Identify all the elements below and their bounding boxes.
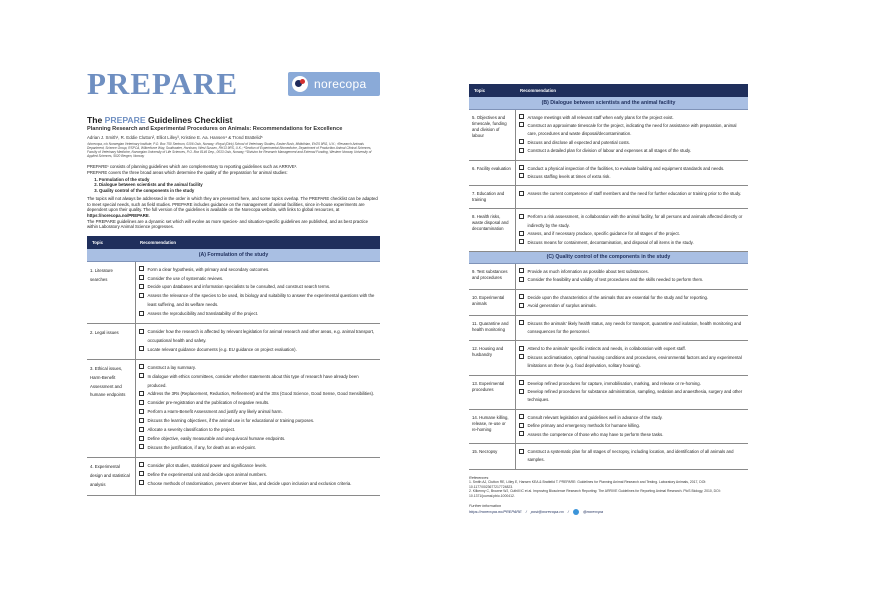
checklist-item-text: Perform a Harm-Benefit Assessment and justify any likely animal harm. bbox=[147, 409, 283, 415]
topic-cell: 6. Facility evaluation bbox=[469, 160, 515, 186]
checkbox[interactable] bbox=[139, 329, 144, 334]
checklist-item-text: Conduct a physical inspection of the facilities, to evaluate building and equipment standards and needs. bbox=[527, 165, 725, 171]
checkbox[interactable] bbox=[139, 391, 144, 396]
checklist-item bbox=[519, 190, 746, 198]
prepare-link[interactable]: https://norecopa.no/PREPARE bbox=[87, 213, 149, 218]
checklist-item bbox=[139, 399, 378, 408]
twitter-icon bbox=[573, 509, 579, 515]
table-row bbox=[87, 359, 380, 457]
recommendation-cell bbox=[515, 209, 748, 252]
checkbox[interactable] bbox=[139, 364, 144, 369]
col-topic: Topic bbox=[87, 236, 135, 249]
website-link[interactable]: https://norecopa.no/PREPARE bbox=[469, 509, 522, 515]
recommendation-cell bbox=[515, 375, 748, 409]
checklist-item-text: Attend to the animals' specific instincts and needs, in collaboration with expert staff. bbox=[527, 346, 686, 352]
checkbox[interactable] bbox=[519, 148, 524, 153]
checkbox[interactable] bbox=[519, 346, 524, 351]
topic-cell: 10. Experimental animals bbox=[469, 289, 515, 315]
topic-cell: 11. Quarantine and health monitoring bbox=[469, 315, 515, 341]
checklist-item bbox=[519, 165, 746, 173]
checklist-item bbox=[519, 431, 746, 439]
checkbox[interactable] bbox=[139, 471, 144, 476]
checklist-item-text: Develop refined procedures for substance administration, sampling, sedation and anaesthesia, surgery and other techniques. bbox=[527, 389, 743, 403]
checkbox[interactable] bbox=[519, 380, 524, 385]
checklist-item bbox=[139, 292, 378, 310]
recommendation-cell bbox=[515, 289, 748, 315]
checkbox[interactable] bbox=[139, 346, 144, 351]
checklist-table-a bbox=[87, 236, 380, 495]
checkbox[interactable] bbox=[519, 191, 524, 196]
checklist-item-text: Decide upon databases and information specialists to be consulted, and construct search terms. bbox=[147, 284, 331, 290]
topic-cell: 13. Experimental procedures bbox=[469, 375, 515, 409]
checklist-item-text: Avoid generation of surplus animals. bbox=[527, 303, 597, 309]
checklist-item bbox=[139, 462, 378, 471]
checklist-item bbox=[519, 388, 746, 405]
document-title: The PREPARE Guidelines Checklist bbox=[87, 115, 233, 125]
checkbox[interactable] bbox=[519, 214, 524, 219]
table-row bbox=[469, 186, 748, 209]
checklist-item-text: Allocate a severity classification to the project. bbox=[147, 427, 236, 433]
checkbox[interactable] bbox=[139, 275, 144, 280]
checklist-item bbox=[139, 417, 378, 426]
twitter-link[interactable]: @norecopa bbox=[582, 509, 604, 515]
checklist-item-text: Consider how the research is affected by relevant legislation for animal research and other areas, e.g. animal transport, occupational health and safety. bbox=[147, 329, 375, 343]
checklist-item bbox=[139, 266, 378, 275]
section-b-heading: (B) Dialogue between scientists and the animal facility bbox=[469, 97, 748, 109]
checklist-item bbox=[139, 283, 378, 292]
checklist-item bbox=[519, 448, 746, 465]
checklist-item bbox=[139, 275, 378, 284]
checkbox[interactable] bbox=[519, 320, 524, 325]
col-recommendation: Recommendation bbox=[515, 84, 748, 97]
checklist-item bbox=[139, 364, 378, 373]
recommendation-cell bbox=[135, 457, 380, 495]
checklist-item-text: Assess the current competence of staff members and the need for further education or training prior to the study. bbox=[527, 191, 742, 197]
checkbox[interactable] bbox=[519, 354, 524, 359]
checkbox[interactable] bbox=[519, 268, 524, 273]
checklist-item bbox=[139, 444, 378, 453]
checklist-item bbox=[139, 328, 378, 346]
checkbox[interactable] bbox=[519, 449, 524, 454]
checklist-item bbox=[519, 122, 746, 139]
logo-text: norecopa bbox=[314, 77, 367, 91]
checklist-item bbox=[139, 435, 378, 444]
checklist-item-text: Assess, and if necessary produce, specific guidance for all stages of the project. bbox=[527, 231, 680, 237]
checklist-item-text: Discuss acclimatisation, optimal housing conditions and procedures, environmental factors and any experimental limitations on these (e.g. food deprivation, solitary housing). bbox=[527, 354, 742, 369]
further-information: Further information https://norecopa.no/PREPARE / post@norecopa.no / @norecopa bbox=[469, 503, 604, 515]
checklist-item-text: Address the 3Rs (Replacement, Reduction, Refinement) and the 3Ss (Good Science, Good Sense, Good Sensibilities). bbox=[147, 391, 375, 397]
checkbox[interactable] bbox=[519, 239, 524, 244]
table-row bbox=[87, 324, 380, 360]
table-row bbox=[469, 409, 748, 443]
checklist-item-text: Discuss the animals' likely health status, any needs for transport, quarantine and isolation, health monitoring and consequences for the personnel. bbox=[527, 320, 742, 334]
checklist-item-text: Consider pilot studies, statistical power and significance levels. bbox=[147, 462, 267, 468]
checkbox[interactable] bbox=[139, 436, 144, 441]
checkbox[interactable] bbox=[519, 114, 524, 119]
checklist-item bbox=[519, 276, 746, 284]
checklist-item-text: Discuss and disclose all expected and potential costs. bbox=[527, 139, 630, 145]
topic-cell: 9. Test substances and procedures bbox=[469, 263, 515, 289]
checkbox[interactable] bbox=[139, 266, 144, 271]
document-subtitle: Planning Research and Experimental Procedures on Animals: Recommendations for Excellence bbox=[87, 126, 343, 132]
table-row bbox=[469, 375, 748, 409]
topic-cell: 12. Housing and husbandry bbox=[469, 341, 515, 375]
checkbox[interactable] bbox=[519, 139, 524, 144]
affiliations: ¹Norecopa, c/o Norwegian Veterinary Institute, P.O. Box 750 Sentrum, 0106 Oslo, Norway; ²Royal (Dick) School of Veterinary Studies, Easter Bush, Midlothian, EH25 9RG, U.K.; ³Research Animals Department, Science Group, RSPCA, Wilberforce Way, Southwater, Horsham, West Sussex, RH13 9RS, U.K.; ⁴Section of Experimental Biomedicine, Department of Production Animal Clinical Sciences, Faculty of Veterinary Medicine, Norwegian University of Life Sciences, P.O. Box 8146 Dep., 0033 Oslo, Norway; ⁵Division for Research Management and External Funding, Western Norway University of Applied Sciences, 5020 Bergen, Norway bbox=[87, 142, 372, 159]
recommendation-cell bbox=[135, 261, 380, 323]
checklist-item-text: Discuss the justification, if any, for death as an end-point. bbox=[147, 444, 256, 450]
checklist-item-text: Provide as much information as possible about test substances. bbox=[527, 268, 649, 274]
checkbox[interactable] bbox=[139, 400, 144, 405]
checklist-item-text: Perform a risk assessment, in collaboration with the animal facility, for all persons and animals affected directly or indirectly by the study. bbox=[527, 214, 743, 228]
checkbox[interactable] bbox=[519, 389, 524, 394]
checklist-item bbox=[519, 173, 746, 181]
checklist-table-bc bbox=[469, 84, 748, 470]
checklist-item-text: Assess the relevance of the species to be used, its biology and suitability to answer the experimental questions with the least suffering, and its welfare needs. bbox=[147, 293, 375, 308]
section-a-heading: (A) Formulation of the study bbox=[87, 249, 380, 261]
topic-cell: 4. Experimental design and statistical analysis bbox=[87, 457, 135, 495]
checkbox[interactable] bbox=[519, 231, 524, 236]
checklist-item bbox=[519, 422, 746, 430]
checklist-item-text: Form a clear hypothesis, with primary and secondary outcomes. bbox=[147, 266, 270, 272]
col-recommendation: Recommendation bbox=[135, 236, 380, 249]
checklist-item bbox=[139, 346, 378, 355]
checkbox[interactable] bbox=[519, 173, 524, 178]
checklist-item-text: Discuss staffing levels at times of extra risk. bbox=[527, 173, 611, 179]
checklist-item bbox=[519, 294, 746, 302]
checklist-item bbox=[519, 213, 746, 230]
checklist-item-text: Decide upon the characteristics of the animals that are essential for the study and for reporting. bbox=[527, 294, 709, 300]
checkbox[interactable] bbox=[139, 284, 144, 289]
checklist-item bbox=[519, 147, 746, 155]
checkbox[interactable] bbox=[139, 373, 144, 378]
table-row bbox=[469, 209, 748, 252]
recommendation-cell bbox=[515, 444, 748, 470]
recommendation-cell bbox=[515, 109, 748, 160]
table-row bbox=[469, 315, 748, 341]
checklist-item bbox=[519, 139, 746, 147]
checklist-item-text: Define primary and emergency methods for humane killing. bbox=[527, 423, 640, 429]
checklist-item bbox=[519, 239, 746, 247]
topic-cell: 2. Legal issues bbox=[87, 324, 135, 360]
table-row bbox=[469, 341, 748, 375]
checklist-item bbox=[519, 380, 746, 388]
topic-cell: 5. Objectives and timescale, funding and division of labour bbox=[469, 109, 515, 160]
recommendation-cell bbox=[515, 263, 748, 289]
checkbox[interactable] bbox=[139, 409, 144, 414]
checklist-item-text: Construct a systematic plan for all stages of necropsy, including location, and identification of all animals and samples. bbox=[527, 449, 734, 463]
checklist-item bbox=[139, 310, 378, 319]
checklist-item-text: Assess the competence of those who may have to perform these tasks. bbox=[527, 431, 664, 437]
recommendation-cell bbox=[515, 409, 748, 443]
checklist-item bbox=[519, 302, 746, 310]
page-1 bbox=[87, 65, 380, 496]
areas-list: 1. Formulation of the study 2. Dialogue between scientists and the animal facility 3. Quality control of the components in the study bbox=[87, 177, 380, 194]
topic-cell: 15. Necropsy bbox=[469, 444, 515, 470]
brand-title: PREPARE bbox=[87, 66, 239, 101]
checklist-item bbox=[139, 390, 378, 399]
checkbox[interactable] bbox=[139, 480, 144, 485]
recommendation-cell bbox=[515, 341, 748, 375]
checkbox[interactable] bbox=[139, 293, 144, 298]
topic-cell: 14. Humane killing, release, re-use or re-homing bbox=[469, 409, 515, 443]
checkbox[interactable] bbox=[139, 462, 144, 467]
checkbox[interactable] bbox=[519, 294, 524, 299]
checklist-item-text: Consult relevant legislation and guidelines well in advance of the study. bbox=[527, 414, 663, 420]
checkbox[interactable] bbox=[139, 418, 144, 423]
checklist-item-text: Consider the feasibility and validity of test procedures and the skills needed to perform them. bbox=[527, 277, 704, 283]
checklist-item-text: Construct an approximate timescale for the project, indicating the need for assistance with preparation, animal care, procedures and waste disposal/decontamination. bbox=[527, 122, 737, 137]
checklist-item bbox=[139, 471, 378, 480]
checklist-item-text: In dialogue with ethics committees, consider whether statements about this type of research have already been produced. bbox=[147, 373, 359, 388]
checklist-item bbox=[139, 480, 378, 489]
table-row bbox=[469, 160, 748, 186]
topic-cell: 7. Education and training bbox=[469, 186, 515, 209]
topic-cell: 3. Ethical issues, Harm-Benefit Assessment and humane endpoints bbox=[87, 359, 135, 457]
checkbox[interactable] bbox=[519, 423, 524, 428]
checklist-item bbox=[519, 268, 746, 276]
checklist-item bbox=[519, 345, 746, 353]
checklist-item bbox=[139, 408, 378, 417]
recommendation-cell bbox=[135, 324, 380, 360]
checkbox[interactable] bbox=[139, 427, 144, 432]
col-topic: Topic bbox=[469, 84, 515, 97]
checklist-item bbox=[139, 373, 378, 391]
checklist-item-text: Consider the use of systematic reviews. bbox=[147, 275, 224, 281]
header bbox=[87, 65, 380, 103]
checklist-item bbox=[519, 414, 746, 422]
table-row bbox=[469, 263, 748, 289]
recommendation-cell bbox=[515, 160, 748, 186]
norecopa-logo[interactable] bbox=[288, 72, 380, 96]
introduction: PREPARE¹ consists of planning guidelines which are complementary to reporting guidelines such as ARRIVE². PREPARE covers the three broad areas which determine the quality of the preparation for animal studies: 1. Formulation of the study 2. Dialogue between scientists and the animal facility 3. Quality control of the components in the study The topics will not always be addressed in the order in which they are presented here, and some topics overlap. The PREPARE checklist can be adapted to meet special needs, such as field studies. PREPARE includes guidance on the management of animal facilities, since in-house experiments are dependent upon their quality. The full version of the guidelines is available on the Norecopa website, with links to global resources, at https://norecopa.no/PREPARE. The PREPARE guidelines are a dynamic set which will evolve as more species- and situation-specific guidelines are published, and as best practice within Laboratory Animal Science progresses. bbox=[87, 164, 380, 230]
authors: Adrian J. Smith¹, R. Eddie Clutton², Elliot Lilley³, Kristine E. Aa. Hansen⁴ & Trond Brattelid⁵ bbox=[87, 135, 263, 140]
topic-cell: 1. Literature searches bbox=[87, 261, 135, 323]
checkbox[interactable] bbox=[519, 165, 524, 170]
checklist-item bbox=[139, 426, 378, 435]
checklist-item-text: Assess the reproducibility and translatability of the project. bbox=[147, 311, 259, 317]
checklist-item-text: Construct a detailed plan for division of labour and expenses at all stages of the study. bbox=[527, 148, 692, 154]
checklist-item-text: Define objective, easily measurable and unequivocal humane endpoints. bbox=[147, 436, 286, 442]
table-row bbox=[87, 261, 380, 323]
checklist-item-text: Choose methods of randomisation, prevent observer bias, and decide upon inclusion and exclusion criteria. bbox=[147, 480, 352, 486]
section-c-heading: (C) Quality control of the components in the study bbox=[469, 251, 748, 263]
checkbox[interactable] bbox=[519, 431, 524, 436]
table-row bbox=[469, 444, 748, 470]
checklist-item-text: Locate relevant guidance documents (e.g. EU guidance on project evaluation). bbox=[147, 346, 297, 352]
checklist-item bbox=[519, 354, 746, 371]
checklist-item-text: Discuss means for containment, decontamination, and disposal of all items in the study. bbox=[527, 239, 694, 245]
checkbox[interactable] bbox=[519, 122, 524, 127]
checklist-item-text: Consider pre-registration and the publication of negative results. bbox=[147, 400, 270, 406]
table-row bbox=[87, 457, 380, 495]
checkbox[interactable] bbox=[519, 277, 524, 282]
checklist-item-text: Define the experimental unit and decide upon animal numbers. bbox=[147, 471, 267, 477]
recommendation-cell bbox=[135, 359, 380, 457]
table-row bbox=[469, 109, 748, 160]
checklist-item-text: Develop refined procedures for capture, immobilisation, marking, and release or re-homing. bbox=[527, 380, 701, 386]
recommendation-cell bbox=[515, 186, 748, 209]
checklist-item-text: Arrange meetings with all relevant staff when early plans for the project exist. bbox=[527, 114, 674, 120]
topic-cell: 8. Health risks, waste disposal and decontamination bbox=[469, 209, 515, 252]
checkbox[interactable] bbox=[139, 444, 144, 449]
references: References 1. Smith AJ, Clutton RE, Lilley E, Hansen KEA & Brattelid T. PREPARE: Guidelines for Planning Animal Research and Testing. Laboratory Animals, 2017, DOI: 10.1177/0023677217724823. 2. Kilkenny C, Browne WJ, Cuthill IC et al. Improving Bioscience Research Reporting: The ARRIVE Guidelines for Reporting Animal Research. PloS Biology, 2010, DOI: 10.1371/journal.pbio.1000412. bbox=[469, 475, 721, 498]
checklist-item bbox=[519, 320, 746, 337]
recommendation-cell bbox=[515, 315, 748, 341]
checklist-item bbox=[519, 114, 746, 122]
checkbox[interactable] bbox=[139, 311, 144, 316]
norecopa-logo-icon bbox=[292, 76, 308, 92]
checklist-item-text: Discuss the learning objectives, if the animal use is for educational or training purposes. bbox=[147, 418, 315, 424]
table-row bbox=[469, 289, 748, 315]
email-link[interactable]: post@norecopa.no bbox=[530, 509, 564, 515]
checkbox[interactable] bbox=[519, 414, 524, 419]
checklist-item bbox=[519, 230, 746, 238]
checkbox[interactable] bbox=[519, 303, 524, 308]
checklist-item-text: Construct a lay summary. bbox=[147, 364, 196, 370]
page-2 bbox=[469, 84, 748, 515]
